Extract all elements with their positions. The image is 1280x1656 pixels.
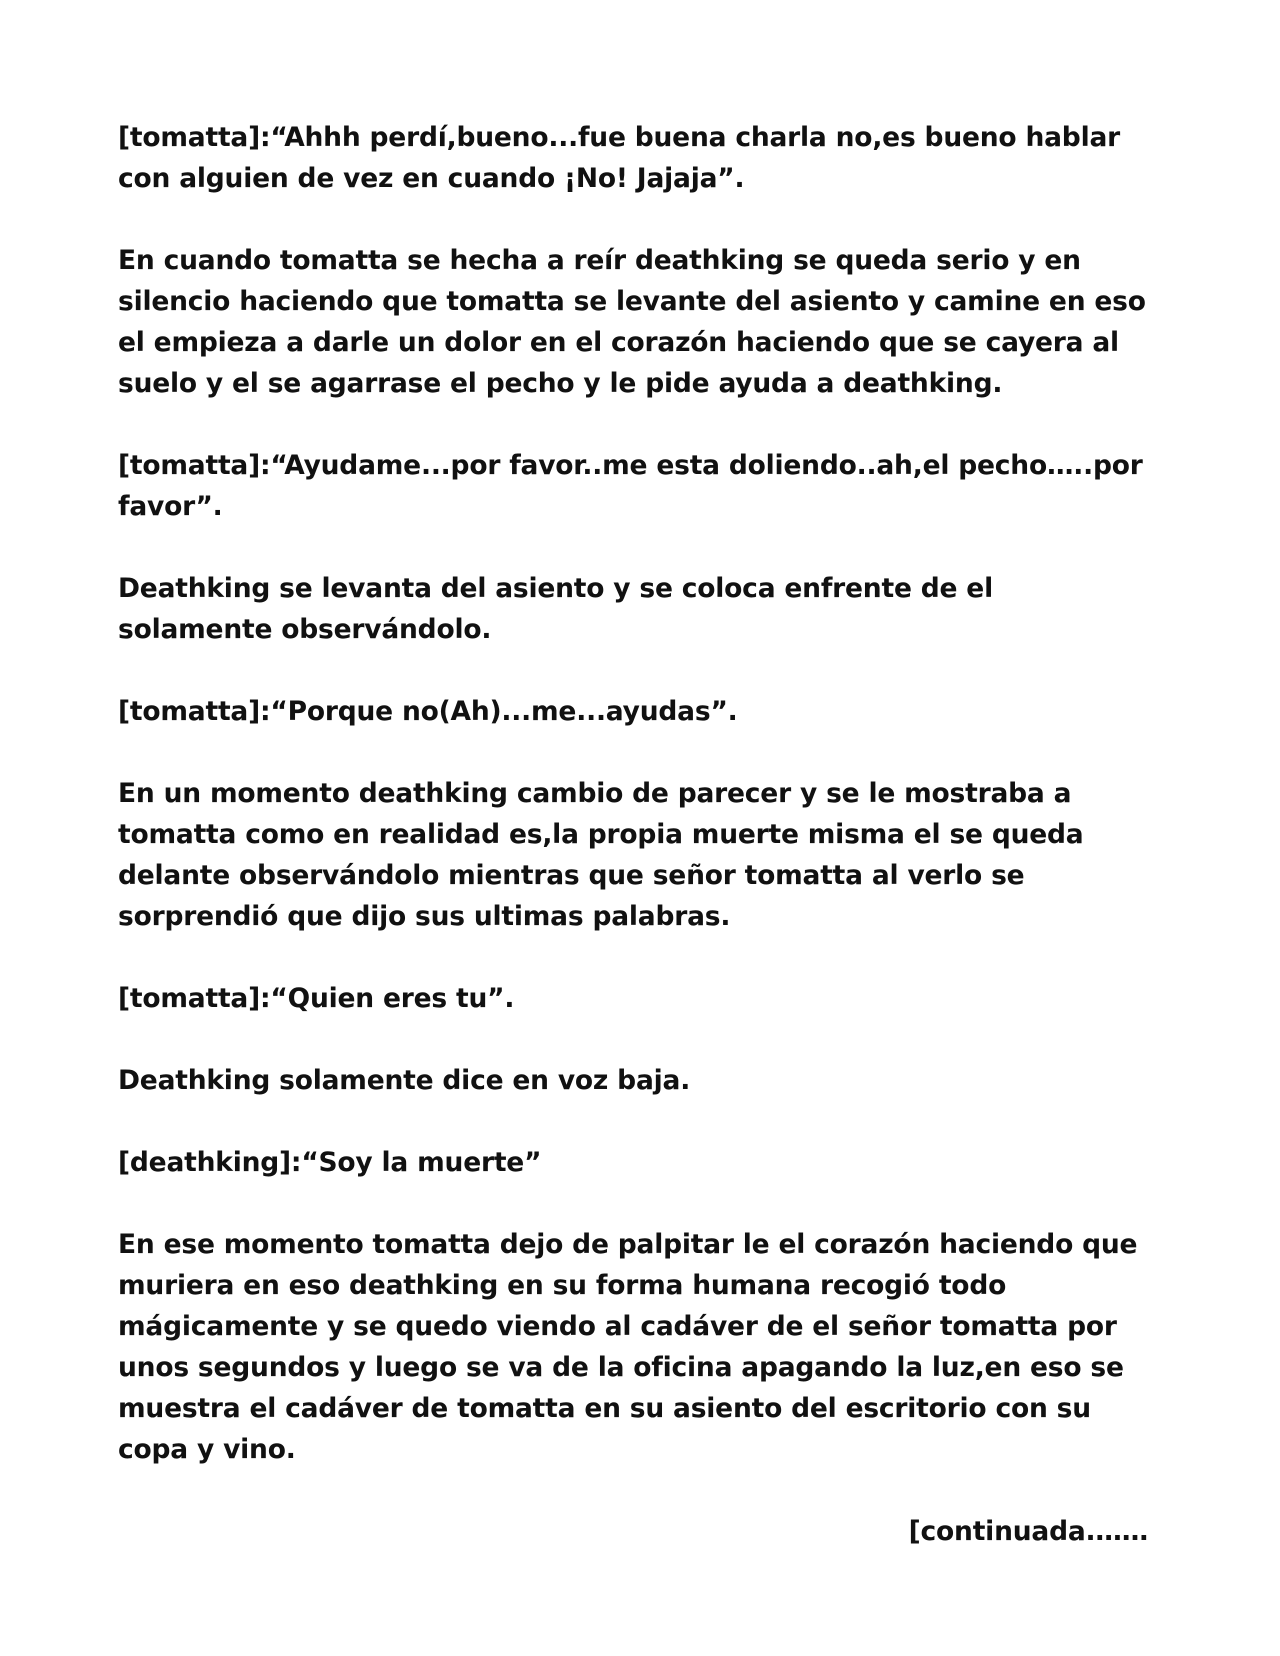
paragraph: En un momento deathking cambio de parecer y se le mostraba a tomatta como en realidad es,la propia muerte misma el se queda delante observándolo mientras que señor tomatta al verlo se sorprendió que dijo sus ultimas palabras. [118, 778, 1084, 932]
paragraph: [tomatta]:“Ayudame...por favor..me esta doliendo..ah,el pecho…..por favor”. [118, 450, 1143, 522]
paragraph: [tomatta]:“Ahhh perdí,bueno...fue buena charla no,es bueno hablar con alguien de vez en cuando ¡No! Jajaja”. [118, 122, 1121, 194]
paragraph: [tomatta]:“Quien eres tu”. [118, 983, 515, 1014]
paragraph: [tomatta]:“Porque no(Ah)...me...ayudas”. [118, 696, 738, 727]
paragraph: En ese momento tomatta dejo de palpitar le el corazón haciendo que muriera en eso deathking en su forma humana recogió todo mágicamente y se quedo viendo al cadáver de el señor tomatta por unos segundos y luego se va de la oficina apagando la luz,en eso se muestra el cadáver de tomatta en su asiento del escritorio con su copa y vino. [118, 1229, 1138, 1465]
paragraph: [deathking]:“Soy la muerte” [118, 1147, 542, 1178]
paragraph: Deathking solamente dice en voz baja. [118, 1065, 691, 1096]
document-body [118, 117, 1148, 1552]
continued-note: [continuada.…… [908, 1516, 1148, 1547]
paragraph: En cuando tomatta se hecha a reír deathking se queda serio y en silencio haciendo que tomatta se levante del asiento y camine en eso el empieza a darle un dolor en el corazón haciendo que se cayera al suelo y el se agarrase el pecho y le pide ayuda a deathking. [118, 245, 1146, 399]
paragraph: Deathking se levanta del asiento y se coloca enfrente de el solamente observándolo. [118, 573, 993, 645]
